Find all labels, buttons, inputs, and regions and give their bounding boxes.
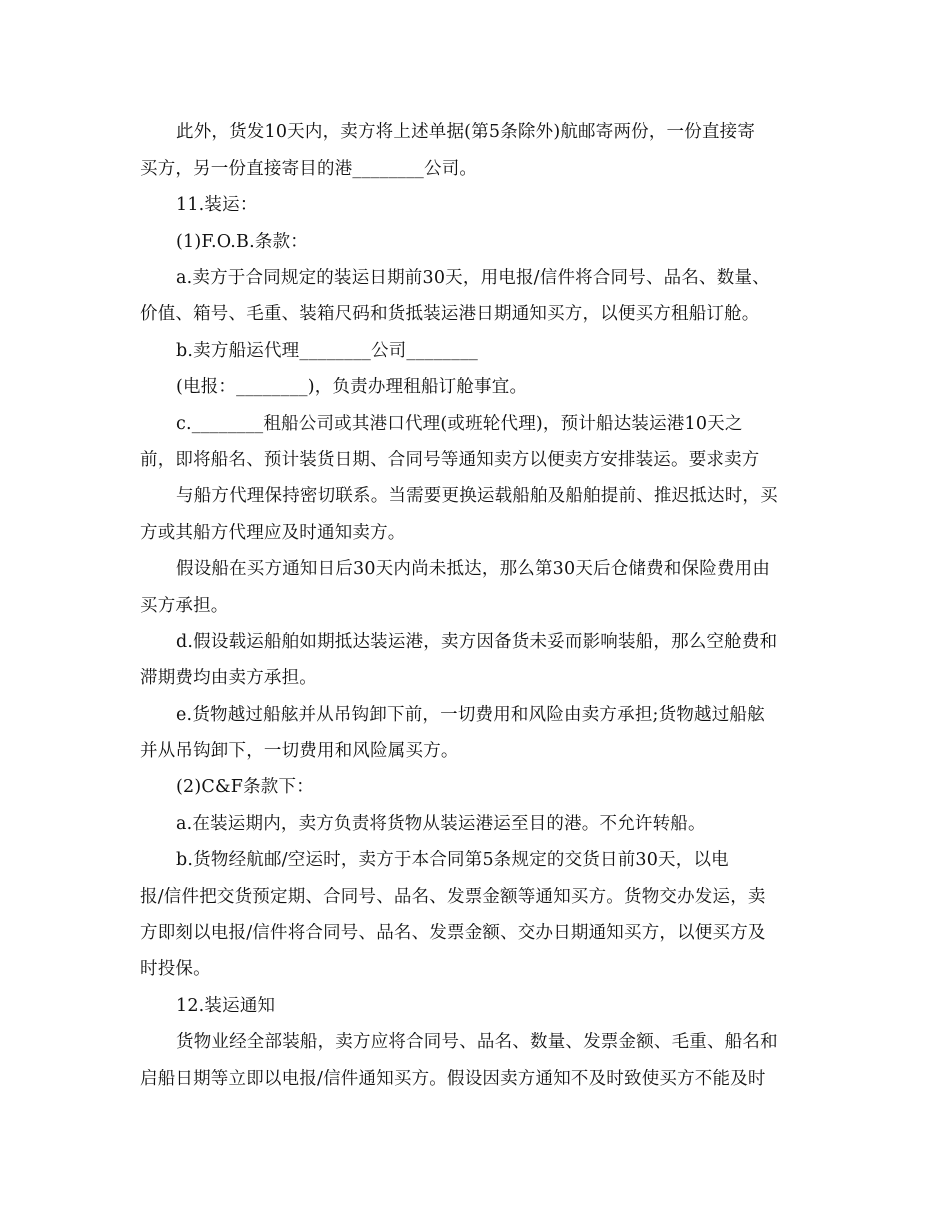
text-line: 启船日期等立即以电报/信件通知买方。假设因卖方通知不及时致使买方不能及时 [140, 1069, 766, 1089]
text-line: b.货物经航邮/空运时，卖方于本合同第5条规定的交货日前30天，以电 [176, 850, 729, 870]
text-line: 方或其船方代理应及时通知卖方。 [140, 523, 406, 543]
text-line: 报/信件把交货预定期、合同号、品名、发票金额等通知买方。货物交办发运，卖 [140, 887, 766, 907]
text-line: a.卖方于合同规定的装运日期前30天，用电报/信件将合同号、品名、数量、 [176, 268, 770, 288]
text-line: 前，即将船名、预计装货日期、合同号等通知卖方以便卖方安排装运。要求卖方 [140, 450, 760, 470]
text-line: d.假设载运船舶如期抵达装运港，卖方因备货未妥而影响装船，那么空舱费和 [176, 632, 778, 652]
subsection-heading: (1)F.O.B.条款： [176, 232, 308, 252]
text-line: a.在装运期内，卖方负责将货物从装运港运至目的港。不允许转船。 [176, 814, 706, 834]
text-line: 并从吊钩卸下，一切费用和风险属买方。 [140, 741, 459, 761]
text-line: 买方，另一份直接寄目的港________公司。 [140, 159, 478, 179]
text-line: 时投保。 [140, 959, 211, 979]
text-line: (电报：________)，负责办理租船订舱事宜。 [176, 377, 528, 397]
text-line: 此外，货发10天内，卖方将上述单据(第5条除外)航邮寄两份，一份直接寄 [176, 122, 756, 142]
text-line: 假设船在买方通知日后30天内尚未抵达，那么第30天后仓储费和保险费用由 [176, 559, 771, 579]
text-line: 与船方代理保持密切联系。当需要更换运载船舶及船舶提前、推迟抵达时，买 [176, 486, 778, 506]
text-line: e.货物越过船舷并从吊钩卸下前，一切费用和风险由卖方承担;货物越过船舷 [176, 705, 765, 725]
section-heading: 12.装运通知 [176, 996, 276, 1016]
text-line: c.________租船公司或其港口代理(或班轮代理)，预计船达装运港10天之 [176, 414, 743, 434]
subsection-heading: (2)C&F条款下： [176, 777, 314, 797]
text-line: 滞期费均由卖方承担。 [140, 668, 317, 688]
text-line: 价值、箱号、毛重、装箱尺码和货抵装运港日期通知买方，以便买方租船订舱。 [140, 304, 760, 324]
text-line: 货物业经全部装船，卖方应将合同号、品名、数量、发票金额、毛重、船名和 [176, 1032, 778, 1052]
text-line: 买方承担。 [140, 596, 229, 616]
section-heading: 11.装运： [176, 195, 258, 215]
text-line: b.卖方船运代理________公司________ [176, 341, 478, 361]
text-line: 方即刻以电报/信件将合同号、品名、发票金额、交办日期通知买方，以便买方及 [140, 923, 766, 943]
